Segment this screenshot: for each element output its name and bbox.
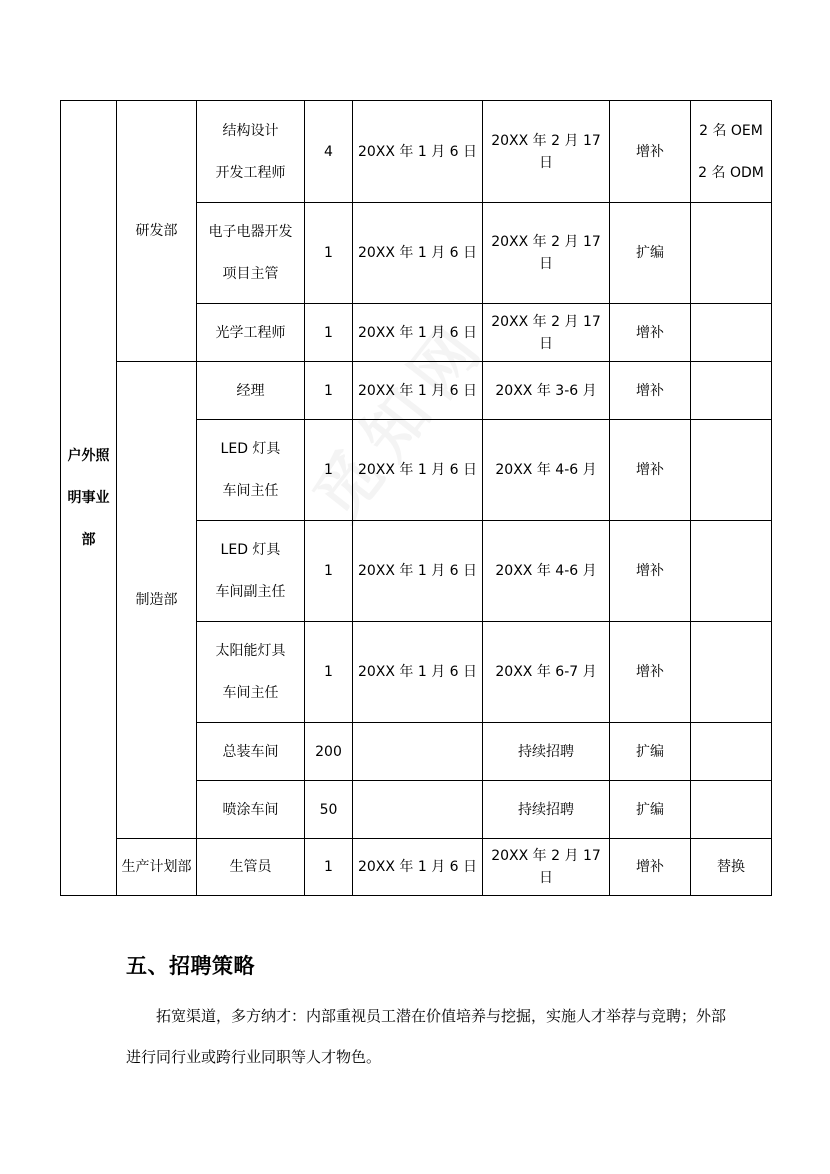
type-cell: 扩编 [610, 723, 691, 781]
note-cell [691, 622, 772, 723]
end-date-cell: 20XX 年 4-6 月 [483, 521, 610, 622]
end-date-cell: 20XX 年 2 月 17 日 [483, 839, 610, 896]
count-cell: 1 [305, 839, 353, 896]
type-cell: 增补 [610, 362, 691, 420]
cell-line: 替换 [717, 859, 745, 875]
section-heading: 五、招聘策略 [126, 954, 255, 978]
end-date-cell: 20XX 年 4-6 月 [483, 420, 610, 521]
type-cell: 增补 [610, 521, 691, 622]
note-cell [691, 781, 772, 839]
position-cell [197, 420, 305, 521]
count-cell: 1 [305, 304, 353, 362]
count-cell: 1 [305, 420, 353, 521]
table-row [61, 101, 772, 203]
type-cell: 增补 [610, 420, 691, 521]
count-cell: 1 [305, 622, 353, 723]
end-date-cell: 20XX 年 6-7 月 [483, 622, 610, 723]
count-cell: 1 [305, 521, 353, 622]
start-date-cell: 20XX 年 1 月 6 日 [353, 839, 483, 896]
note-cell [691, 420, 772, 521]
cell-line: 2 名 ODM [698, 164, 764, 181]
cell-line: 生管员 [229, 859, 272, 875]
start-date-cell: 20XX 年 1 月 6 日 [353, 420, 483, 521]
start-date-cell: 20XX 年 1 月 6 日 [353, 304, 483, 362]
end-date-cell: 20XX 年 2 月 17 日 [483, 203, 610, 304]
note-cell [691, 723, 772, 781]
type-cell: 扩编 [610, 203, 691, 304]
cell-line: 车间主任 [222, 483, 279, 499]
position-cell [197, 723, 305, 781]
type-cell: 扩编 [610, 781, 691, 839]
division-cell: 户外照明事业部 [61, 101, 117, 896]
cell-line: 光学工程师 [215, 324, 286, 341]
end-date-cell: 20XX 年 2 月 17 日 [483, 304, 610, 362]
department-cell: 生产计划部 [117, 839, 197, 896]
position-cell [197, 521, 305, 622]
start-date-cell [353, 723, 483, 781]
position-cell [197, 839, 305, 896]
start-date-cell [353, 781, 483, 839]
position-cell [197, 304, 305, 362]
end-date-cell: 持续招聘 [483, 723, 610, 781]
start-date-cell: 20XX 年 1 月 6 日 [353, 362, 483, 420]
start-date-cell: 20XX 年 1 月 6 日 [353, 203, 483, 304]
type-cell: 增补 [610, 839, 691, 896]
start-date-cell: 20XX 年 1 月 6 日 [353, 622, 483, 723]
position-cell [197, 781, 305, 839]
cell-line: 总装车间 [222, 743, 279, 760]
count-cell: 1 [305, 203, 353, 304]
count-cell: 200 [305, 723, 353, 781]
note-cell [691, 521, 772, 622]
department-cell: 制造部 [117, 362, 197, 839]
start-date-cell: 20XX 年 1 月 6 日 [353, 101, 483, 203]
type-cell: 增补 [610, 304, 691, 362]
cell-line: 电子电器开发 [208, 224, 293, 240]
cell-line: 项目主管 [222, 266, 279, 282]
cell-line: LED 灯具 [220, 441, 281, 457]
recruitment-plan-table [60, 100, 772, 896]
count-cell: 50 [305, 781, 353, 839]
position-cell [197, 362, 305, 420]
cell-line: 喷涂车间 [222, 801, 279, 818]
cell-line: LED 灯具 [220, 542, 281, 558]
table-row [61, 839, 772, 896]
note-cell [691, 362, 772, 420]
table-row [61, 362, 772, 420]
count-cell: 4 [305, 101, 353, 203]
position-cell [197, 203, 305, 304]
position-cell [197, 622, 305, 723]
end-date-cell: 持续招聘 [483, 781, 610, 839]
note-cell [691, 839, 772, 896]
cell-line: 经理 [236, 382, 265, 399]
position-cell [197, 101, 305, 203]
cell-line: 2 名 OEM [699, 122, 763, 139]
note-cell [691, 203, 772, 304]
note-cell [691, 101, 772, 203]
cell-line: 结构设计 [222, 122, 279, 139]
department-cell: 研发部 [117, 101, 197, 362]
cell-line: 车间副主任 [215, 584, 286, 600]
start-date-cell: 20XX 年 1 月 6 日 [353, 521, 483, 622]
type-cell: 增补 [610, 101, 691, 203]
cell-line: 车间主任 [222, 685, 279, 701]
cell-line: 开发工程师 [215, 164, 286, 181]
end-date-cell: 20XX 年 3-6 月 [483, 362, 610, 420]
end-date-cell: 20XX 年 2 月 17 日 [483, 101, 610, 203]
note-cell [691, 304, 772, 362]
cell-line: 太阳能灯具 [215, 643, 286, 659]
count-cell: 1 [305, 362, 353, 420]
type-cell: 增补 [610, 622, 691, 723]
strategy-paragraph: 拓宽渠道，多方纳才：内部重视员工潜在价值培养与挖掘，实施人才举荐与竞聘；外部进行同行业或跨行业同职等人才物色。 [126, 1007, 727, 1066]
